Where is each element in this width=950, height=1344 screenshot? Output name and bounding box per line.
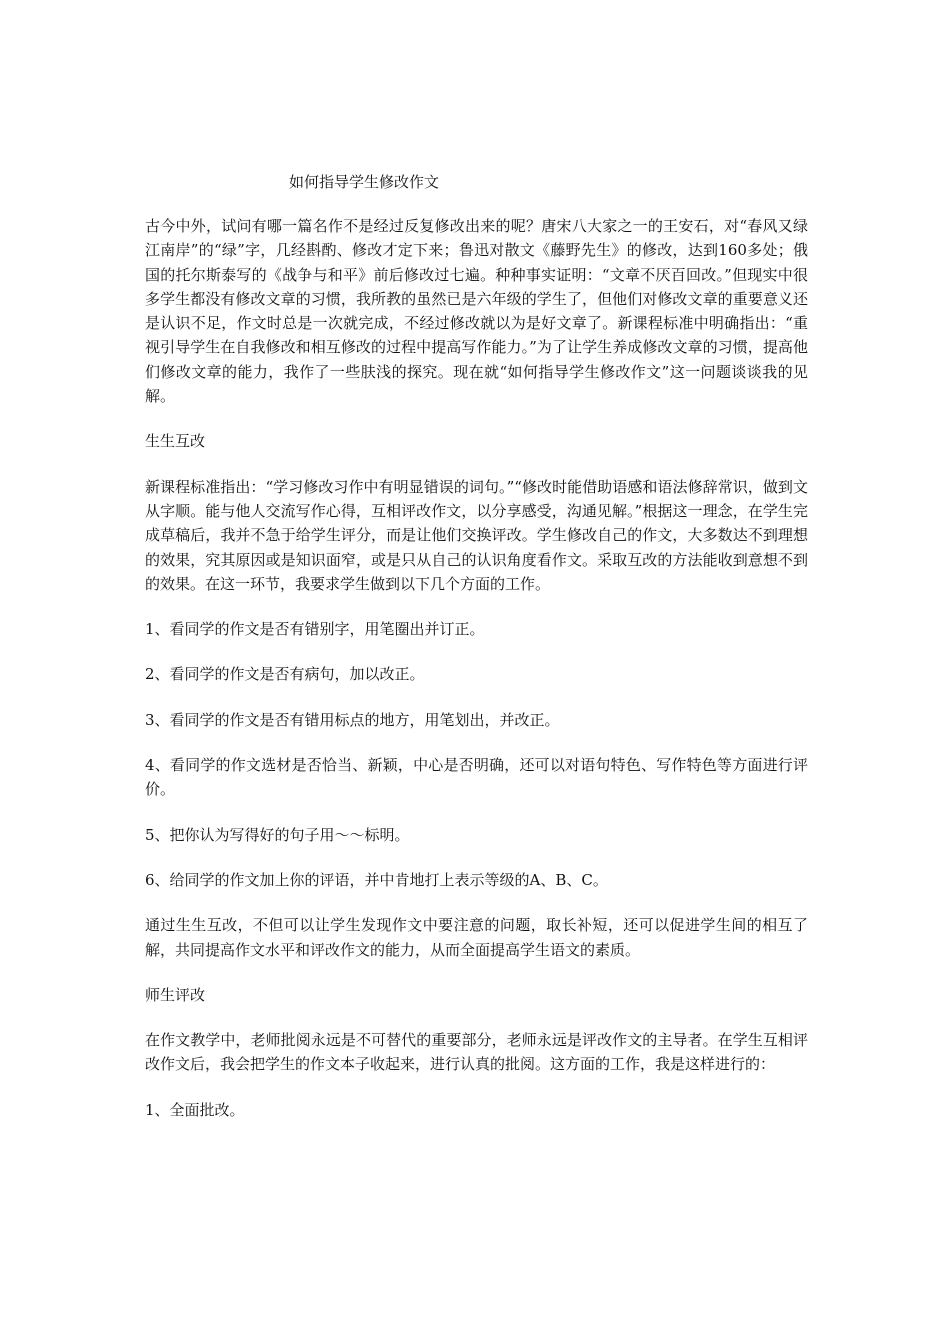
list-item: 5、把你认为写得好的句子用～～标明。 (145, 825, 410, 844)
intro-paragraph: 古今中外，试问有哪一篇名作不是经过反复修改出来的呢？唐宋八大家之一的王安石，对“春风又绿江南岸”的“绿”字，几经斟酌、修改才定下来；鲁迅对散文《藤野先生》的修改，达到160多处；俄国的托尔斯泰写的《战争与和平》前后修改过七遍。种种事实证明：“文章不厌百回改。”但现实中很多学生都没有修改文章的习惯，我所教的虽然已是六年级的学生了，但他们对修改文章的重要意义还是认识不足，作文时总是一次就完成，不经过修改就以为是好文章了。新课程标准中明确指出：“重视引导学生在自我修改和相互修改的过程中提高写作能力。”为了让学生养成修改文章的习惯，提高他们修改文章的能力，我作了一些肤浅的探究。现在就“如何指导学生修改作文”这一问题谈谈我的见解。 (145, 217, 808, 406)
list-item: 3、看同学的作文是否有错用标点的地方，用笔划出，并改正。 (145, 710, 560, 729)
list-item: 6、给同学的作文加上你的评语，并中肯地打上表示等级的A、B、C。 (145, 870, 608, 889)
list-item: 2、看同学的作文是否有病句，加以改正。 (145, 665, 425, 684)
section-heading-teacher-review: 师生评改 (145, 985, 206, 1004)
section-heading-peer-review: 生生互改 (145, 432, 206, 451)
section1-intro-paragraph: 新课程标准指出：“学习修改习作中有明显错误的词句。”“修改时能借助语感和语法修辞常识，做到文从字顺。能与他人交流写作心得，互相评改作文，以分享感受，沟通见解。”根据这一理念，在学生完成草稿后，我并不急于给学生评分，而是让他们交换评改。学生修改自己的作文，大多数达不到理想的效果，究其原因或是知识面窄，或是只从自己的认识角度看作文。采取互改的方法能收到意想不到的效果。在这一环节，我要求学生做到以下几个方面的工作。 (145, 477, 808, 593)
list-item: 1、全面批改。 (145, 1100, 245, 1119)
section1-conclusion-paragraph: 通过生生互改，不但可以让学生发现作文中要注意的问题，取长补短，还可以促进学生间的相互了解，共同提高作文水平和评改作文的能力，从而全面提高学生语文的素质。 (145, 916, 808, 959)
list-item: 4、看同学的作文选材是否恰当、新颖，中心是否明确，还可以对语句特色、写作特色等方面进行评价。 (145, 756, 808, 799)
document-title: 如何指导学生修改作文 (289, 173, 440, 191)
section2-intro-paragraph: 在作文教学中，老师批阅永远是不可替代的重要部分，老师永远是评改作文的主导者。在学生互相评改作文后，我会把学生的作文本子收起来，进行认真的批阅。这方面的工作，我是这样进行的： (145, 1031, 808, 1074)
document-page (145, 170, 808, 1143)
list-item: 1、看同学的作文是否有错别字，用笔圈出并订正。 (145, 620, 485, 639)
